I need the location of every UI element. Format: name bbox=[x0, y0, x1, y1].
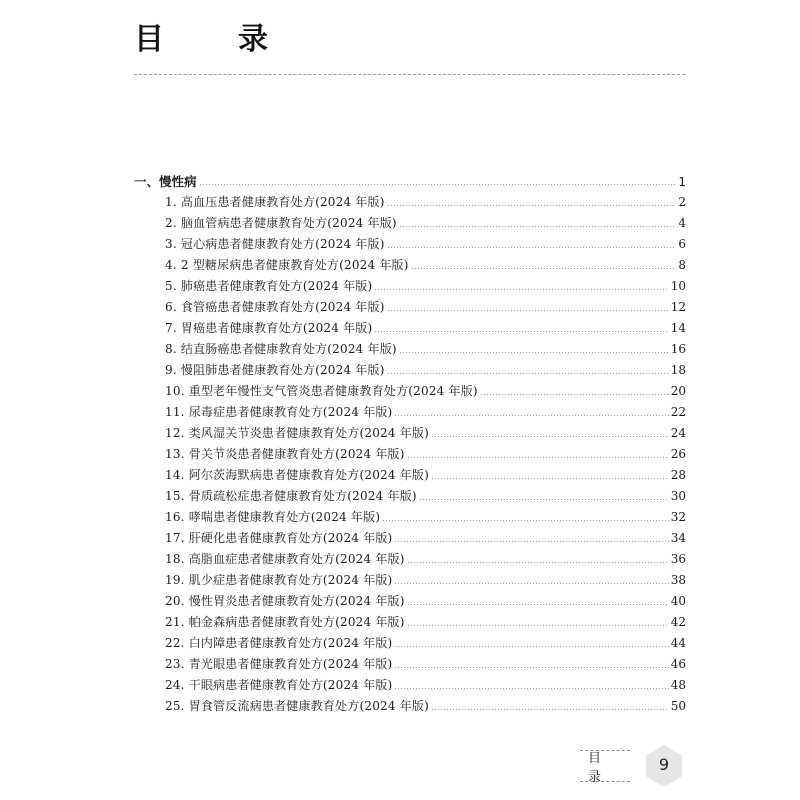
toc-entry[interactable] bbox=[134, 255, 686, 276]
toc-entry-page: 12 bbox=[670, 300, 686, 314]
toc-entry[interactable] bbox=[134, 276, 686, 297]
page-footer bbox=[580, 748, 685, 788]
toc-entry-label: 25. 胃食管反流病患者健康教育处方(2024 年版) bbox=[165, 699, 430, 713]
dot-leader bbox=[387, 247, 677, 248]
toc-entry-label: 13. 骨关节炎患者健康教育处方(2024 年版) bbox=[165, 447, 405, 461]
toc-entry[interactable] bbox=[134, 528, 686, 549]
table-of-contents bbox=[134, 171, 686, 717]
toc-entry-label: 22. 白内障患者健康教育处方(2024 年版) bbox=[165, 636, 393, 650]
toc-entry-page: 32 bbox=[670, 510, 686, 524]
toc-entry-label: 24. 干眼病患者健康教育处方(2024 年版) bbox=[165, 678, 393, 692]
toc-entry-page: 42 bbox=[670, 615, 686, 629]
page-title: 目 录 bbox=[134, 22, 290, 57]
toc-entry-page: 38 bbox=[670, 573, 686, 587]
dot-leader bbox=[382, 520, 669, 521]
footer-page-number: 9 bbox=[658, 755, 670, 774]
toc-entry[interactable] bbox=[134, 675, 686, 696]
toc-entry-label: 11. 尿毒症患者健康教育处方(2024 年版) bbox=[165, 405, 393, 419]
toc-entry[interactable] bbox=[134, 318, 686, 339]
toc-entry-label: 16. 哮喘患者健康教育处方(2024 年版) bbox=[165, 510, 381, 524]
toc-entry-page: 28 bbox=[670, 468, 686, 482]
dot-leader bbox=[431, 478, 669, 479]
toc-section-chronic-disease[interactable] bbox=[134, 171, 686, 192]
toc-entry-page: 18 bbox=[670, 363, 686, 377]
toc-entry[interactable] bbox=[134, 696, 686, 717]
toc-entry-page: 22 bbox=[670, 405, 686, 419]
toc-entry-label: 3. 冠心病患者健康教育处方(2024 年版) bbox=[165, 237, 385, 251]
toc-entry-page: 2 bbox=[678, 195, 686, 209]
toc-entry-page: 20 bbox=[670, 384, 686, 398]
toc-entry-page: 36 bbox=[670, 552, 686, 566]
toc-section-label: 一、慢性病 bbox=[134, 174, 197, 189]
toc-entry-label: 9. 慢阻肺患者健康教育处方(2024 年版) bbox=[165, 363, 385, 377]
toc-entry-page: 30 bbox=[670, 489, 686, 503]
toc-entry-label: 17. 肝硬化患者健康教育处方(2024 年版) bbox=[165, 531, 393, 545]
dot-leader bbox=[431, 436, 669, 437]
toc-entry[interactable] bbox=[134, 654, 686, 675]
toc-entry-label: 14. 阿尔茨海默病患者健康教育处方(2024 年版) bbox=[165, 468, 430, 482]
dot-leader bbox=[419, 499, 669, 500]
dot-leader bbox=[387, 373, 669, 374]
toc-entry-label: 10. 重型老年慢性支气管炎患者健康教育处方(2024 年版) bbox=[165, 384, 478, 398]
toc-entry-label: 2. 脑血管病患者健康教育处方(2024 年版) bbox=[165, 216, 397, 230]
toc-entry-page: 16 bbox=[670, 342, 686, 356]
toc-entry-page: 8 bbox=[678, 258, 686, 272]
toc-entry-label: 6. 食管癌患者健康教育处方(2024 年版) bbox=[165, 300, 385, 314]
toc-entry[interactable] bbox=[134, 360, 686, 381]
dot-leader bbox=[394, 667, 668, 668]
toc-entry-page: 48 bbox=[670, 678, 686, 692]
dot-leader bbox=[374, 331, 668, 332]
dot-leader bbox=[407, 457, 669, 458]
toc-entry[interactable] bbox=[134, 423, 686, 444]
toc-entry-label: 8. 结直肠癌患者健康教育处方(2024 年版) bbox=[165, 342, 397, 356]
toc-entry[interactable] bbox=[134, 339, 686, 360]
footer-label: 目 录 bbox=[588, 751, 612, 785]
dot-leader bbox=[407, 562, 669, 563]
toc-section-page: 1 bbox=[678, 175, 686, 189]
toc-entry-label: 1. 高血压患者健康教育处方(2024 年版) bbox=[165, 195, 385, 209]
toc-entry[interactable] bbox=[134, 297, 686, 318]
dot-leader bbox=[407, 604, 669, 605]
toc-entry[interactable] bbox=[134, 402, 686, 423]
toc-entry[interactable] bbox=[134, 465, 686, 486]
toc-entry-page: 24 bbox=[670, 426, 686, 440]
toc-entry-label: 18. 高脂血症患者健康教育处方(2024 年版) bbox=[165, 552, 405, 566]
dot-leader bbox=[387, 310, 669, 311]
toc-entry-page: 4 bbox=[678, 216, 686, 230]
toc-entry-label: 12. 类风湿关节炎患者健康教育处方(2024 年版) bbox=[165, 426, 430, 440]
toc-entry-label: 23. 青光眼患者健康教育处方(2024 年版) bbox=[165, 657, 393, 671]
toc-entry[interactable] bbox=[134, 591, 686, 612]
dot-leader bbox=[199, 184, 677, 185]
toc-entry[interactable] bbox=[134, 381, 686, 402]
toc-entry[interactable] bbox=[134, 486, 686, 507]
toc-entry[interactable] bbox=[134, 234, 686, 255]
toc-entry-label: 7. 胃癌患者健康教育处方(2024 年版) bbox=[165, 321, 373, 335]
dot-leader bbox=[394, 583, 668, 584]
toc-entry-label: 4. 2 型糖尿病患者健康教育处方(2024 年版) bbox=[165, 258, 409, 272]
toc-entry-page: 34 bbox=[670, 531, 686, 545]
toc-entry-page: 6 bbox=[678, 237, 686, 251]
dot-leader bbox=[399, 226, 677, 227]
dot-leader bbox=[399, 352, 669, 353]
dot-leader bbox=[387, 205, 677, 206]
toc-entry-page: 50 bbox=[670, 699, 686, 713]
dot-leader bbox=[394, 541, 668, 542]
toc-entry-page: 46 bbox=[670, 657, 686, 671]
toc-entry-label: 21. 帕金森病患者健康教育处方(2024 年版) bbox=[165, 615, 405, 629]
toc-entry-page: 14 bbox=[670, 321, 686, 335]
toc-entry-page: 44 bbox=[670, 636, 686, 650]
toc-entry[interactable] bbox=[134, 192, 686, 213]
toc-entry-label: 20. 慢性胃炎患者健康教育处方(2024 年版) bbox=[165, 594, 405, 608]
dot-leader bbox=[394, 415, 668, 416]
toc-entry[interactable] bbox=[134, 633, 686, 654]
toc-entry[interactable] bbox=[134, 549, 686, 570]
toc-entry[interactable] bbox=[134, 507, 686, 528]
dot-leader bbox=[394, 646, 668, 647]
toc-entry-page: 40 bbox=[670, 594, 686, 608]
toc-entry-page: 10 bbox=[670, 279, 686, 293]
toc-entry[interactable] bbox=[134, 570, 686, 591]
title-divider bbox=[134, 74, 685, 75]
toc-entry[interactable] bbox=[134, 444, 686, 465]
toc-entry-label: 15. 骨质疏松症患者健康教育处方(2024 年版) bbox=[165, 489, 417, 503]
toc-entry-label: 5. 肺癌患者健康教育处方(2024 年版) bbox=[165, 279, 373, 293]
dot-leader bbox=[394, 688, 668, 689]
dot-leader bbox=[407, 625, 669, 626]
toc-entry[interactable] bbox=[134, 213, 686, 234]
footer-label-box bbox=[580, 750, 630, 785]
toc-entry-label: 19. 肌少症患者健康教育处方(2024 年版) bbox=[165, 573, 393, 587]
dot-leader bbox=[431, 709, 669, 710]
toc-entry[interactable] bbox=[134, 612, 686, 633]
dot-leader bbox=[374, 289, 668, 290]
dot-leader bbox=[480, 394, 669, 395]
toc-entry-page: 26 bbox=[670, 447, 686, 461]
dot-leader bbox=[411, 268, 677, 269]
